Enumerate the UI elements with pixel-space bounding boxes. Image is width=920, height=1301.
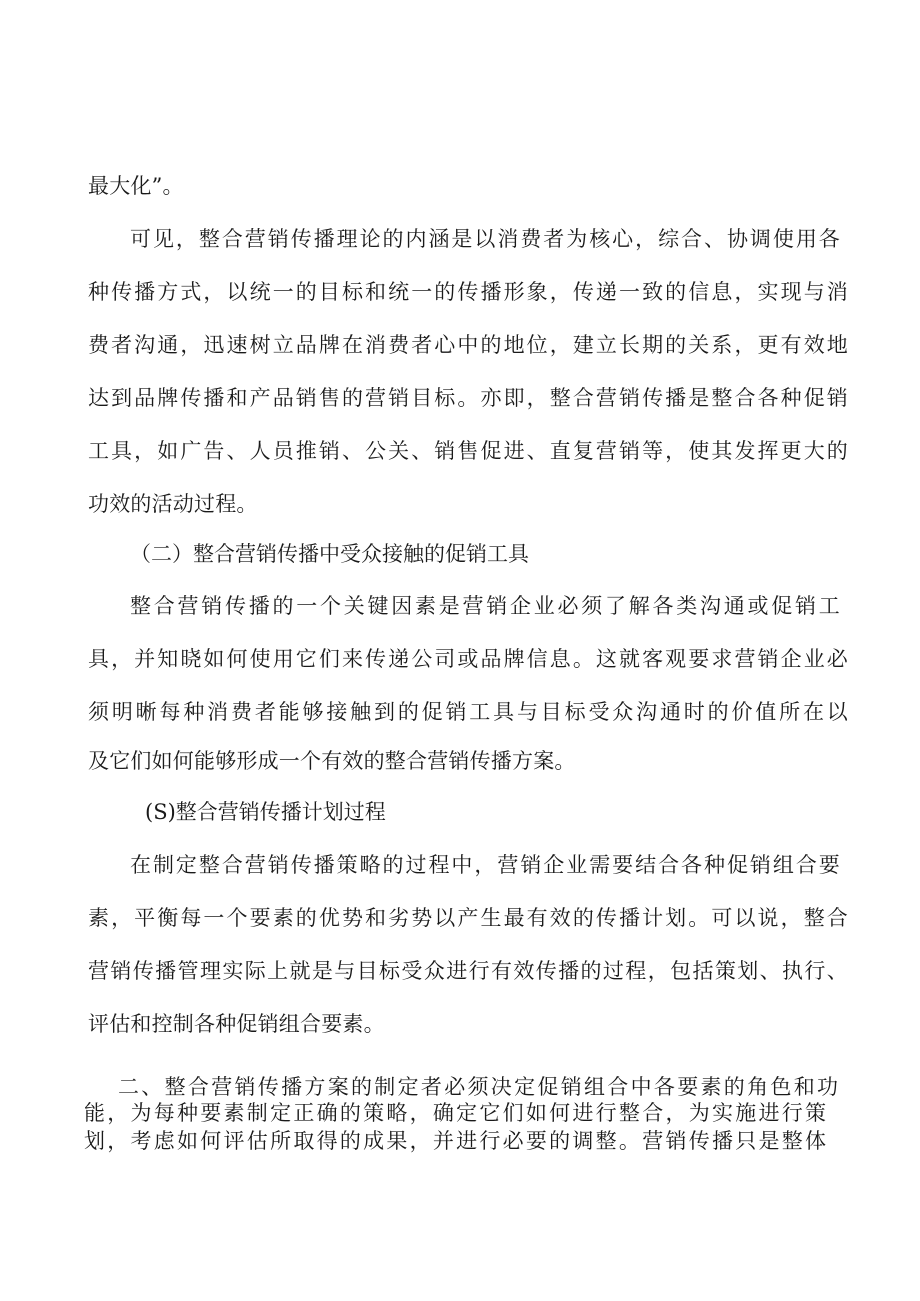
paragraph-5-line-2: 能，为每种要素制定正确的策略，确定它们如何进行整合，为实施进行策 — [84, 1101, 826, 1125]
paragraph-2-line-4: 达到品牌传播和产品销售的营销目标。亦即，整合营销传播是整合各种促销 — [88, 386, 848, 410]
paragraph-2-line-6: 功效的活动过程。 — [88, 492, 258, 516]
paragraph-4-line-4: 评估和控制各种促销组合要素。 — [88, 1012, 385, 1036]
paragraph-3-line-4: 及它们如何能够形成一个有效的整合营销传播方案。 — [88, 749, 576, 773]
paragraph-4-line-3: 营销传播管理实际上就是与目标受众进行有效传播的过程，包括策划、执行、 — [88, 959, 848, 983]
paragraph-2-line-2: 种传播方式，以统一的目标和统一的传播形象，传递一致的信息，实现与消 — [88, 280, 848, 304]
paragraph-3-line-3: 须明晰每种消费者能够接触到的促销工具与目标受众沟通时的价值所在以 — [88, 700, 848, 724]
paragraph-2-line-1: 可见，整合营销传播理论的内涵是以消费者为核心，综合、协调使用各 — [130, 227, 840, 251]
paragraph-2-line-3: 费者沟通，迅速树立品牌在消费者心中的地位，建立长期的关系，更有效地 — [88, 333, 848, 357]
paragraph-5-line-3: 划，考虑如何评估所取得的成果，并进行必要的调整。营销传播只是整体 — [84, 1129, 826, 1153]
paragraph-3-line-1: 整合营销传播的一个关键因素是营销企业必须了解各类沟通或促销工 — [130, 594, 840, 618]
paragraph-4-line-2: 素，平衡每一个要素的优势和劣势以产生最有效的传播计划。可以说，整合 — [88, 906, 848, 930]
section-heading-2: （二）整合营销传播中受众接触的促销工具 — [130, 542, 529, 566]
section-heading-3: (S)整合营销传播计划过程 — [145, 800, 386, 824]
paragraph-4-line-1: 在制定整合营销传播策略的过程中，营销企业需要结合各种促销组合要 — [130, 853, 840, 877]
paragraph-1-line-1: 最大化”。 — [88, 174, 184, 198]
paragraph-5-line-1: 二、整合营销传播方案的制定者必须决定促销组合中各要素的角色和功 — [118, 1075, 838, 1099]
paragraph-3-line-2: 具，并知晓如何使用它们来传递公司或品牌信息。这就客观要求营销企业必 — [88, 647, 848, 671]
paragraph-2-line-5: 工具，如广告、人员推销、公关、销售促进、直复营销等，使其发挥更大的 — [88, 439, 848, 463]
